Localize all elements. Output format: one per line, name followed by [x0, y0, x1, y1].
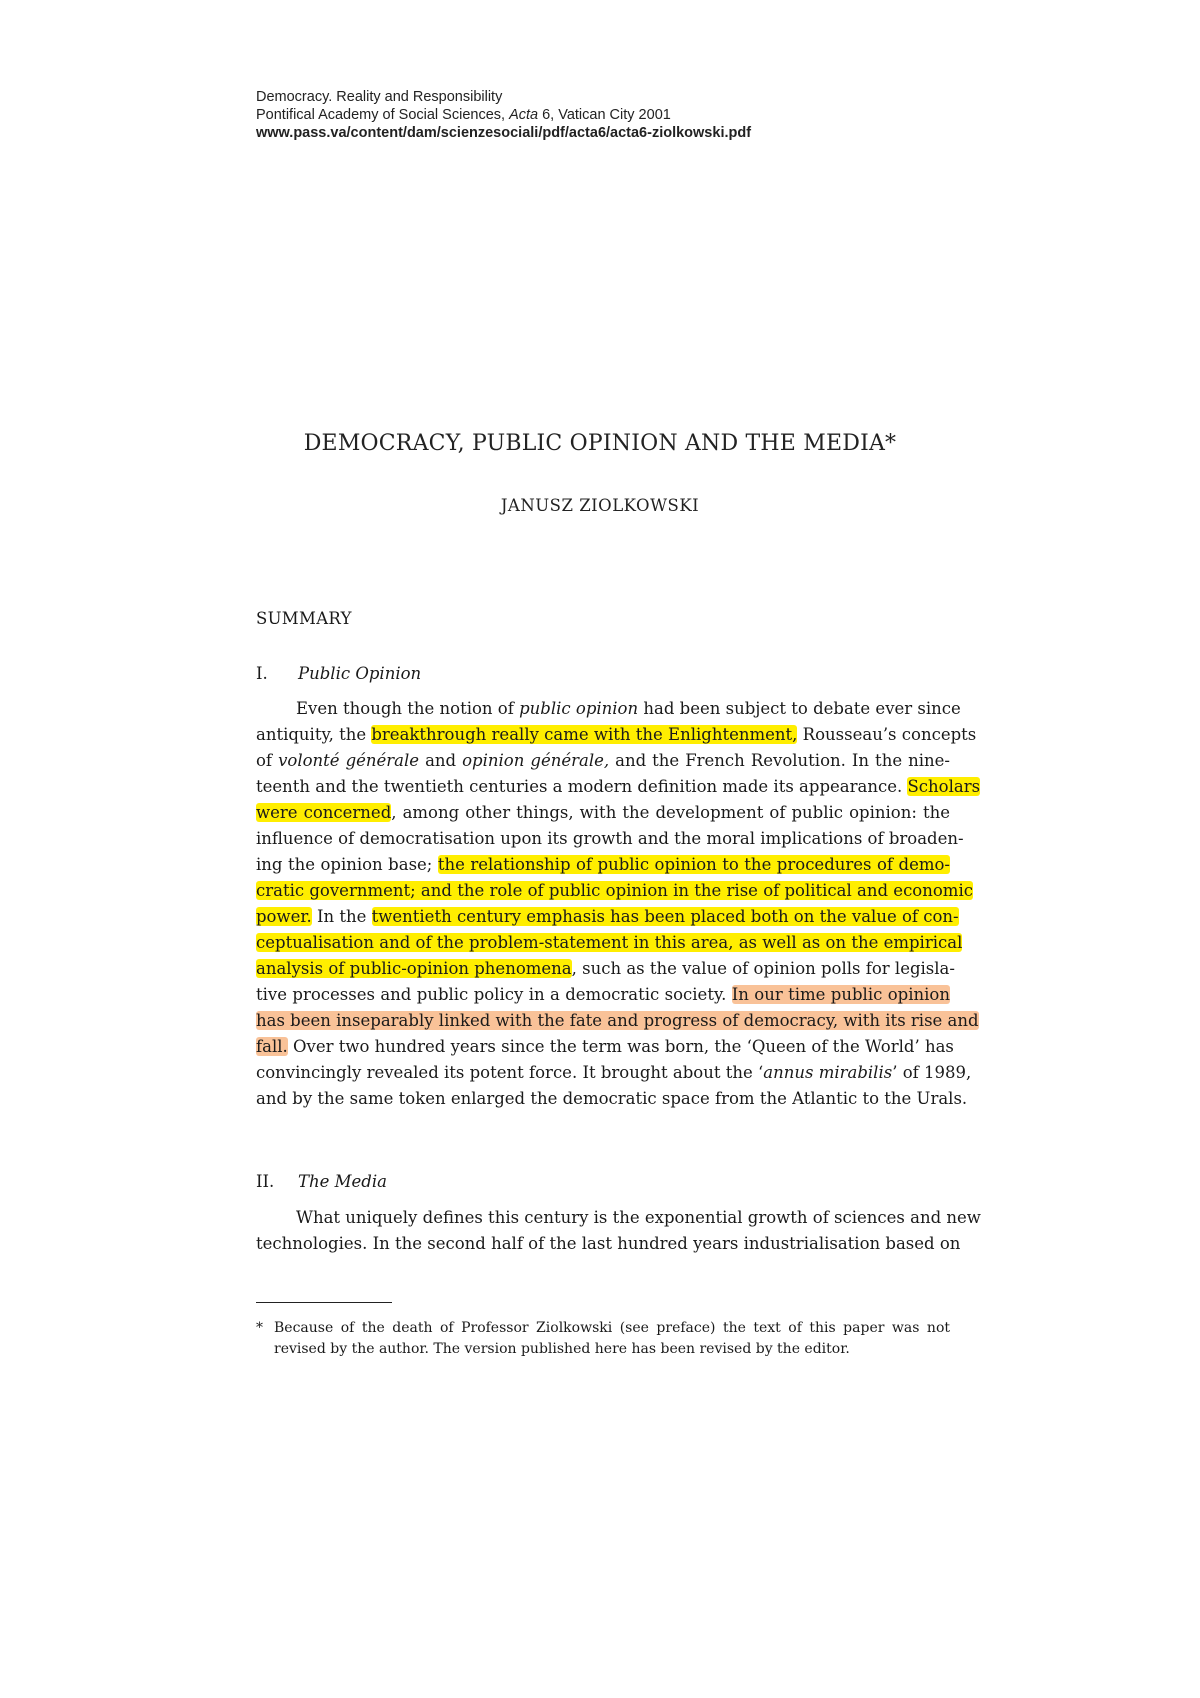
highlight-yellow[interactable]: the relationship of public opinion to the procedures of demo-: [437, 855, 950, 874]
highlight-yellow[interactable]: twentieth century emphasis has been placed both on the value of con-: [371, 907, 959, 926]
summary-heading: SUMMARY: [256, 609, 352, 628]
section-heading-the-media: [256, 1172, 387, 1191]
header-publication: Pontifical Academy of Social Sciences, Acta 6, Vatican City 2001: [256, 107, 671, 123]
highlight-yellow[interactable]: breakthrough really came with the Enlightenment,: [371, 725, 798, 744]
section-number: I.: [256, 664, 268, 683]
highlight-yellow[interactable]: power.: [256, 907, 312, 926]
highlight-orange[interactable]: fall.: [256, 1037, 288, 1056]
section-name: Public Opinion: [298, 664, 422, 683]
text-line: convincingly revealed its potent force. It brought about the ‘annus mirabilis’ of 1989,: [256, 1063, 972, 1082]
page-header: [256, 88, 751, 142]
section-heading-public-opinion: [256, 664, 421, 683]
footnote-mark: *: [256, 1320, 263, 1336]
text-line: [256, 878, 973, 904]
highlight-yellow[interactable]: cratic government; and the role of public opinion in the rise of political and economic: [256, 881, 973, 900]
text-line: technologies. In the second half of the last hundred years industrialisation based on: [256, 1234, 961, 1253]
text-line: teenth and the twentieth centuries a modern definition made its appearance. Scholars: [256, 777, 981, 796]
highlight-yellow[interactable]: were concerned: [256, 803, 392, 822]
text-line: antiquity, the breakthrough really came with the Enlightenment, Rousseau’s concepts: [256, 725, 977, 744]
text-line: What uniquely defines this century is the exponential growth of sciences and new: [296, 1208, 981, 1227]
text-line: tive processes and public policy in a democratic society. In our time public opinion: [256, 985, 950, 1004]
header-url-link[interactable]: www.pass.va/content/dam/scienzesociali/pdf/acta6/acta6-ziolkowski.pdf: [256, 125, 752, 141]
paragraph-the-media: [256, 1205, 981, 1257]
text-line: [256, 930, 963, 956]
text-line: power. In the twentieth century emphasis has been placed both on the value of con-: [256, 907, 959, 926]
text-line: of volonté générale and opinion générale, and the French Revolution. In the nine-: [256, 751, 950, 770]
section-name: The Media: [298, 1172, 387, 1191]
header-book-title: Democracy. Reality and Responsibility: [256, 89, 503, 105]
text-line: influence of democratisation upon its growth and the moral implications of broaden-: [256, 829, 964, 848]
highlight-yellow[interactable]: analysis of public-opinion phenomena: [256, 959, 572, 978]
highlight-yellow[interactable]: Scholars: [907, 777, 981, 796]
footnote-line: Because of the death of Professor Ziolkowski (see preface) the text of this paper was not: [274, 1320, 950, 1336]
text-line: and by the same token enlarged the democratic space from the Atlantic to the Urals.: [256, 1089, 968, 1108]
section-number: II.: [256, 1172, 275, 1191]
paper-author: JANUSZ ZIOLKOWSKI: [500, 496, 700, 515]
paper-title: DEMOCRACY, PUBLIC OPINION AND THE MEDIA*: [303, 431, 897, 456]
text-line: were concerned, among other things, with the development of public opinion: the: [256, 803, 950, 822]
footnote-divider: [256, 1302, 392, 1303]
highlight-yellow[interactable]: ceptualisation and of the problem-statement in this area, as well as on the empirical: [256, 933, 963, 952]
footnote: [256, 1318, 950, 1360]
text-line: analysis of public-opinion phenomena, such as the value of opinion polls for legisla-: [256, 959, 955, 978]
paragraph-public-opinion: [256, 696, 981, 1112]
footnote-line: revised by the author. The version published here has been revised by the editor.: [274, 1341, 850, 1357]
text-line: Even though the notion of public opinion had been subject to debate ever since: [296, 699, 961, 718]
text-line: ing the opinion base; the relationship of public opinion to the procedures of demo-: [256, 855, 950, 874]
highlight-orange[interactable]: has been inseparably linked with the fate and progress of democracy, with its rise and: [256, 1011, 979, 1030]
text-line: [256, 1008, 979, 1034]
highlight-orange[interactable]: In our time public opinion: [731, 985, 950, 1004]
text-line: fall. Over two hundred years since the term was born, the ‘Queen of the World’ has: [256, 1037, 954, 1056]
